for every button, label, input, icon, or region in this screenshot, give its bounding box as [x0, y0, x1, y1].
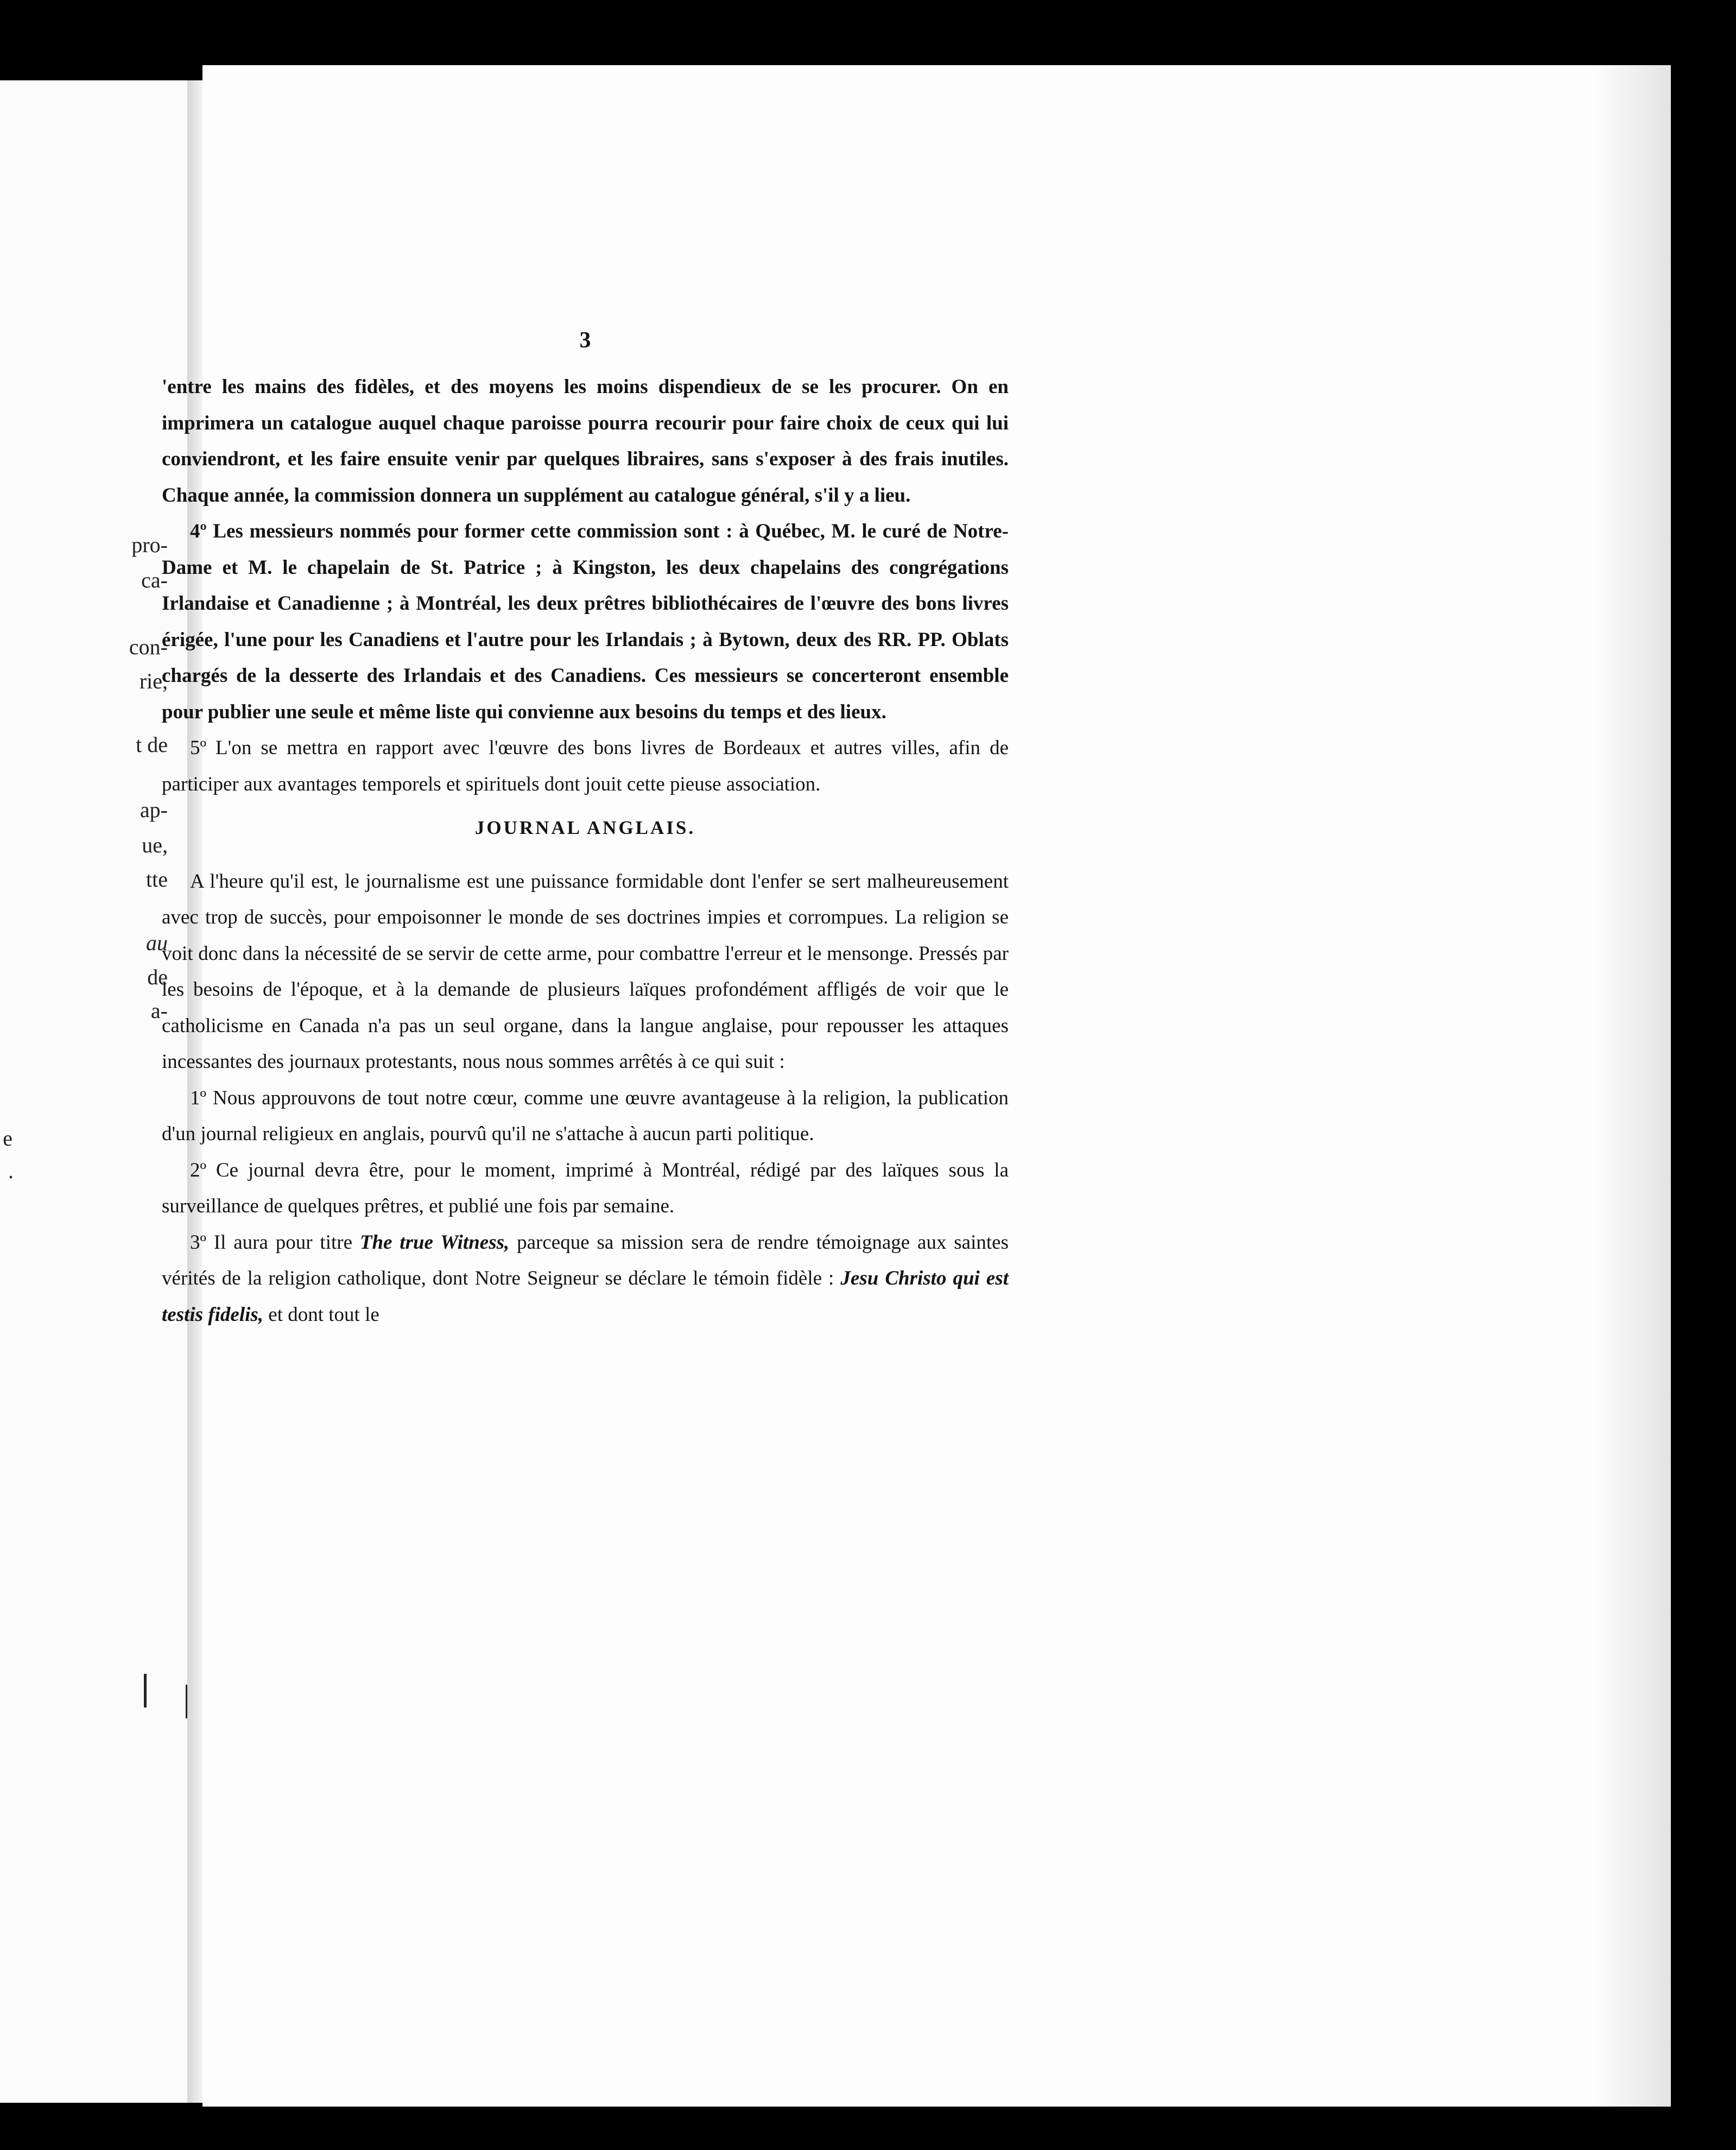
left-page-fragment: ue, — [142, 833, 168, 857]
page-number: 3 — [579, 328, 591, 353]
left-page-fragment: au — [146, 931, 168, 955]
left-page-fragment: tte — [146, 867, 168, 891]
paragraph: 'entre les mains des fidèles, et des moyens les moins dispendieux de se les procurer. On en imprimera un catalogue auquel chaque paroisse pourra recourir pour faire choix de ceux qui lui conviendront, et les faire ensuite venir par quelques libraires, sans s'exposer à des frais inutiles. Chaque année, la commission donnera un supplément au catalogue général, s'il y a lieu. — [162, 376, 1009, 507]
paragraph-text: parceque sa mission sera de rendre témoignage aux saintes vérités de la religion catholique, dont Notre Seigneur se déclare le témoin fidèle : — [162, 1231, 1009, 1289]
left-page-fragment: . — [8, 1159, 14, 1183]
left-page-fragment: a- — [150, 998, 168, 1023]
paragraph — [162, 1225, 1009, 1333]
edge-mark — [144, 1674, 147, 1708]
left-page-fragment: ca- — [141, 568, 168, 592]
latin-quote: Jesu Christo qui est testis fidelis, — [162, 1267, 1009, 1326]
paragraph: 2º Ce journal devra être, pour le moment, imprimé à Montréal, rédigé par des laïques sous la surveillance de quelques prêtres, et publié une fois par semaine. — [162, 1159, 1009, 1217]
left-page-fragment: ap- — [140, 798, 168, 822]
document-body — [162, 369, 1009, 1333]
paragraph: 5º L'on se mettra en rapport avec l'œuvre des bons livres de Bordeaux et autres villes, afin de participer aux avantages temporels et spirituels dont jouit cette pieuse association. — [162, 737, 1009, 795]
left-page-fragment: e — [3, 1126, 12, 1150]
left-page — [0, 80, 187, 2103]
paragraph: 4º Les messieurs nommés pour former cette commission sont : à Québec, M. le curé de Notre-Dame et M. le chapelain de St. Patrice ; à Kingston, les deux chapelains des congrégations Irlandaise et Canadienne ; à Montréal, les deux prêtres bibliothécaires de l'œuvre des bons livres érigée, l'une pour les Canadiens et l'autre pour les Irlandais ; à Bytown, deux des RR. PP. Oblats chargés de la desserte des Irlandais et des Canadiens. Ces messieurs se concerteront ensemble pour publier une seule et même liste qui convienne aux besoins du temps et des lieux. — [162, 520, 1009, 723]
page-shading — [1595, 65, 1671, 2107]
left-page-fragment: rie, — [139, 669, 168, 693]
paragraph: 1º Nous approuvons de tout notre cœur, comme une œuvre avantageuse à la religion, la publication d'un journal religieux en anglais, pourvû qu'il ne s'attache à aucun parti politique. — [162, 1086, 1009, 1145]
paragraph: A l'heure qu'il est, le journalisme est une puissance formidable dont l'enfer se sert malheureusement avec trop de succès, pour empoisonner le monde de ses doctrines impies et corrompues. La religion se voit donc dans la nécessité de se servir de cette arme, pour combattre l'erreur et le mensonge. Pressés par les besoins de l'époque, et à la demande de plusieurs laïques profondément affligés de voir que le catholicisme en Canada n'a pas un seul organe, dans la langue anglaise, pour repousser les attaques incessantes des journaux protestants, nous nous sommes arrêtés à ce qui suit : — [162, 870, 1009, 1073]
left-page-fragment: pro- — [131, 533, 168, 557]
section-heading: JOURNAL ANGLAIS. — [474, 817, 696, 838]
paragraph-text: 3º Il aura pour titre — [190, 1231, 352, 1254]
left-page-fragment: de — [147, 965, 168, 989]
journal-title: The true Witness, — [359, 1231, 510, 1254]
left-page-fragment: t de — [136, 732, 168, 757]
left-page-fragment: con- — [129, 635, 168, 659]
paragraph-text: et dont tout le — [268, 1303, 379, 1326]
